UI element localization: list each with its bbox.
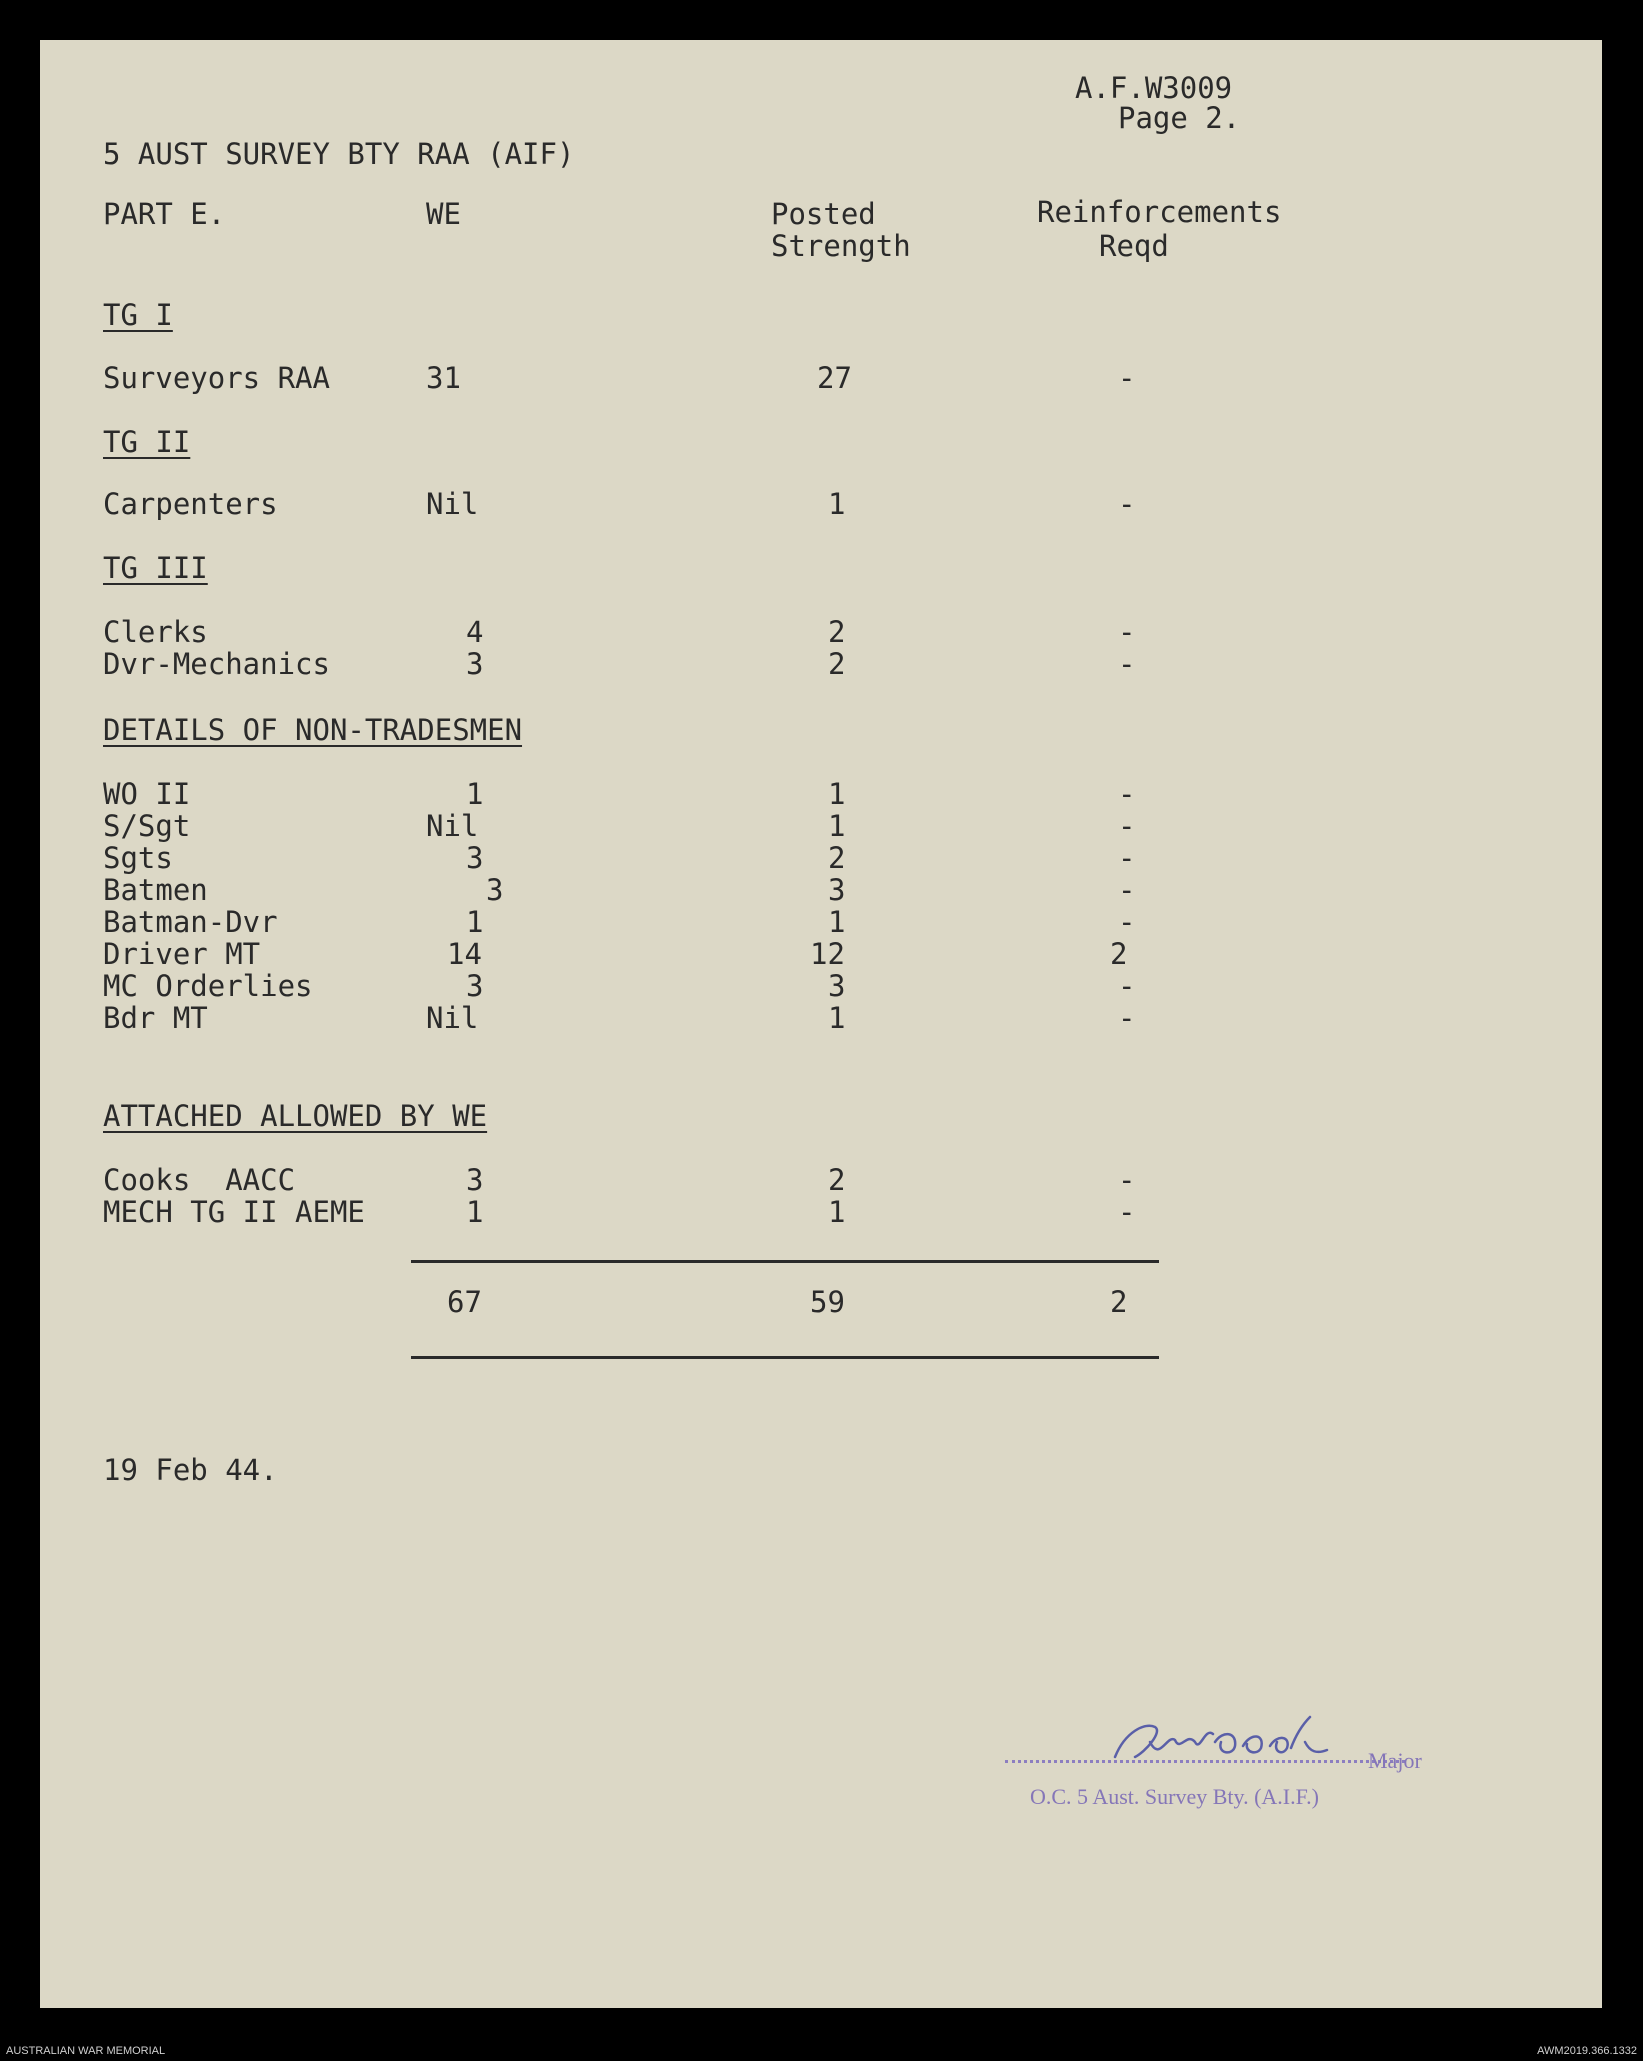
row-reqd: - [1118, 905, 1136, 939]
row-reqd: - [1118, 1163, 1136, 1197]
signature-rank: Major [1368, 1748, 1422, 1773]
row-posted: 1 [828, 905, 846, 939]
row-name: Clerks [103, 615, 208, 649]
row-posted: 2 [828, 615, 846, 649]
row-name: S/Sgt [103, 809, 191, 843]
footer-archive-name: AUSTRALIAN WAR MEMORIAL [6, 2045, 166, 2057]
row-we: 14 [447, 937, 482, 971]
totals-bottom-rule [411, 1356, 1159, 1359]
row-posted: 1 [828, 1195, 846, 1229]
row-we: 3 [466, 1163, 484, 1197]
row-we: 3 [466, 647, 484, 681]
row-reqd: - [1118, 1001, 1136, 1035]
row-reqd: - [1118, 647, 1136, 681]
row-name: Dvr-Mechanics [103, 647, 330, 681]
row-reqd: - [1118, 487, 1136, 521]
posted-column-header-line1: Posted [771, 197, 876, 231]
row-name: Carpenters [103, 487, 278, 521]
row-we: 31 [426, 361, 461, 395]
row-we: 1 [466, 1195, 484, 1229]
section-tg1: TG I [103, 298, 173, 332]
row-posted: 27 [817, 361, 852, 395]
row-name: Driver MT [103, 937, 261, 971]
row-name: Batman-Dvr [103, 905, 278, 939]
row-name: Bdr MT [103, 1001, 208, 1035]
row-reqd: - [1118, 809, 1136, 843]
row-we: Nil [426, 487, 479, 521]
row-reqd: - [1118, 615, 1136, 649]
total-we: 67 [447, 1285, 482, 1319]
footer-archive-id: AWM2019.366.1332 [1537, 2045, 1637, 2057]
row-name: WO II [103, 777, 191, 811]
row-we: 3 [466, 969, 484, 1003]
row-name: Surveyors RAA [103, 361, 330, 395]
row-reqd: - [1118, 969, 1136, 1003]
row-we: Nil [426, 809, 479, 843]
row-we: 3 [486, 873, 504, 907]
section-non-tradesmen: DETAILS OF NON-TRADESMEN [103, 713, 523, 747]
handwritten-signature [1105, 1712, 1335, 1772]
row-reqd: - [1118, 841, 1136, 875]
row-reqd: - [1118, 361, 1136, 395]
row-name: MECH TG II AEME [103, 1195, 365, 1229]
row-posted: 1 [828, 487, 846, 521]
part-heading: PART E. [103, 197, 226, 231]
we-column-header: WE [426, 197, 461, 231]
total-reqd: 2 [1110, 1285, 1128, 1319]
total-posted: 59 [810, 1285, 845, 1319]
row-we: 4 [466, 615, 484, 649]
row-name: Cooks AACC [103, 1163, 296, 1197]
section-tg2: TG II [103, 425, 191, 459]
document-page [40, 40, 1602, 2008]
row-name: Batmen [103, 873, 208, 907]
row-posted: 1 [828, 809, 846, 843]
row-we: 1 [466, 905, 484, 939]
form-number: A.F.W3009 [1075, 71, 1233, 105]
row-reqd: - [1118, 777, 1136, 811]
row-posted: 2 [828, 1163, 846, 1197]
reinforcements-column-header-line1: Reinforcements [1037, 195, 1282, 229]
row-posted: 1 [828, 777, 846, 811]
totals-top-rule [411, 1260, 1159, 1263]
row-posted: 2 [828, 647, 846, 681]
row-we: 1 [466, 777, 484, 811]
row-name: Sgts [103, 841, 173, 875]
unit-title: 5 AUST SURVEY BTY RAA (AIF) [103, 137, 575, 171]
section-tg3: TG III [103, 551, 208, 585]
row-posted: 12 [810, 937, 845, 971]
row-posted: 3 [828, 873, 846, 907]
reinforcements-column-header-line2: Reqd [1099, 229, 1169, 263]
row-we: Nil [426, 1001, 479, 1035]
row-reqd: - [1118, 1195, 1136, 1229]
section-attached: ATTACHED ALLOWED BY WE [103, 1099, 488, 1133]
row-reqd: - [1118, 873, 1136, 907]
row-we: 3 [466, 841, 484, 875]
row-name: MC Orderlies [103, 969, 313, 1003]
row-reqd: 2 [1110, 937, 1128, 971]
document-date: 19 Feb 44. [103, 1453, 278, 1487]
row-posted: 3 [828, 969, 846, 1003]
row-posted: 1 [828, 1001, 846, 1035]
row-posted: 2 [828, 841, 846, 875]
oc-stamp: O.C. 5 Aust. Survey Bty. (A.I.F.) [1030, 1784, 1319, 1809]
page-number: Page 2. [1118, 101, 1241, 135]
posted-column-header-line2: Strength [771, 229, 911, 263]
